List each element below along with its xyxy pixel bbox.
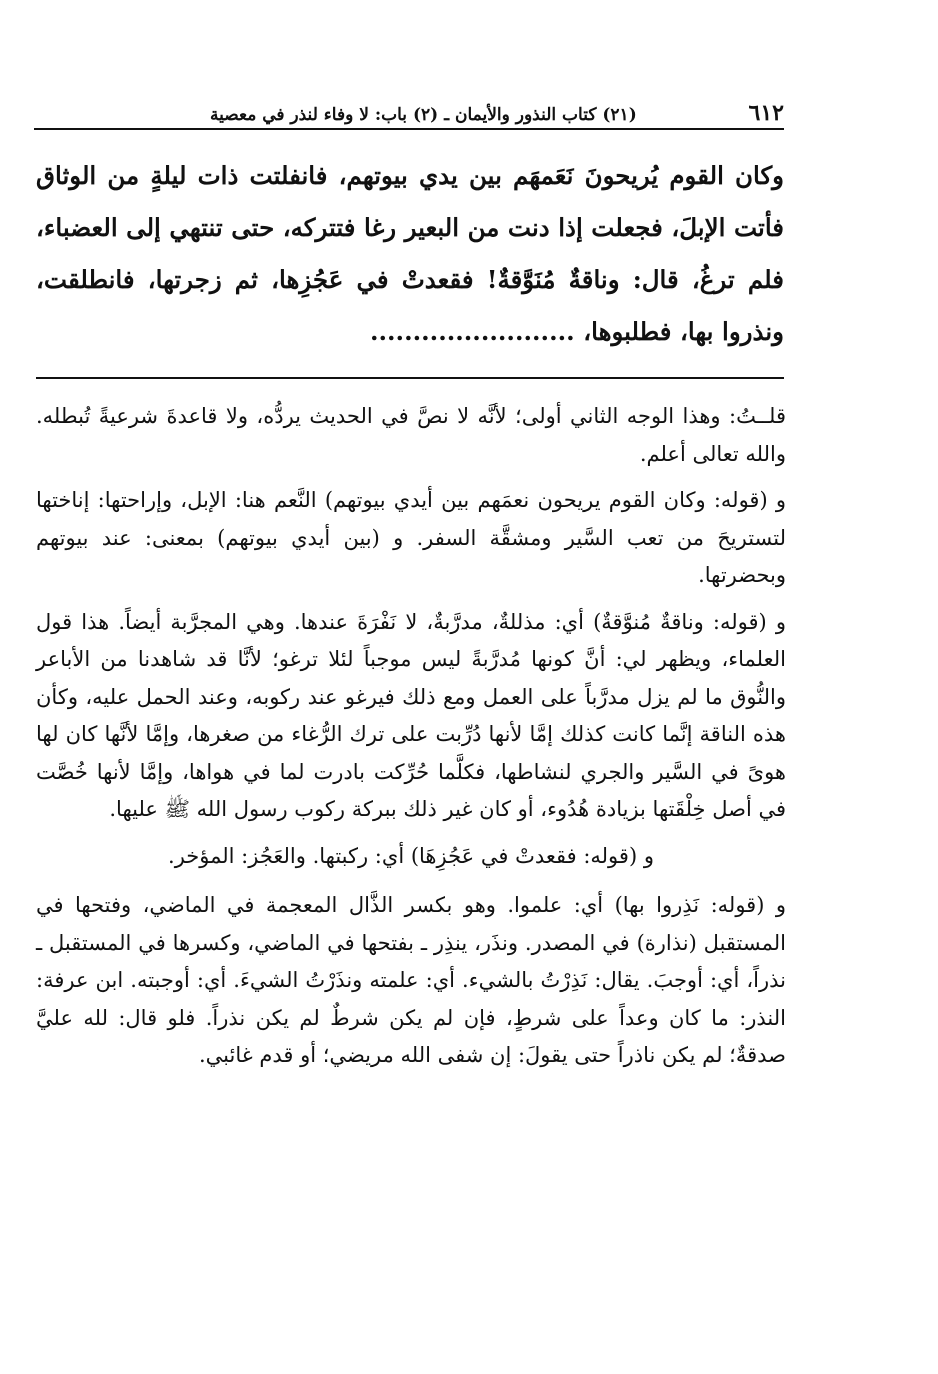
page-header	[34, 92, 784, 130]
running-title: (٢١) كتاب النذور والأيمان ـ (٢) باب: لا وفاء لنذر في معصية	[210, 105, 637, 125]
ellipsis: ........................	[369, 317, 575, 346]
commentary-paragraph: و (قوله: نَذِروا بها) أي: علموا. وهو بكسر الذَّال المعجمة في الماضي، وفتحها في المستقبل (نذارة) في المصدر. ونذَر، ينذِر ـ بفتحها في الماضي، وكسرها في المستقبل ـ نذراً، أي: أوجبَ. يقال: نَذِرْتُ بالشيء. أي: علمته ونذَرْتُ الشيءَ. أي: أوجبته. ابن عرفة: النذر: ما كان وعداً على شرطٍ، فإن لم يكن شرطٌ لم يكن نذراً. فلو قال: لله عليَّ صدقةٌ؛ لم يكن ناذراً حتى يقولَ: إن شفى الله مريضي؛ أو قدم غائبي.	[36, 893, 786, 1067]
commentary-paragraph: قلــتُ: وهذا الوجه الثاني أولى؛ لأنَّه لا نصَّ في الحديث يردُّه، ولا قاعدةَ شرعيةً تُبطله. والله تعالى أعلم.	[36, 404, 786, 466]
hadith-body: وكان القوم يُريحونَ نَعَمهَم بين يدي بيوتهم، فانفلتت ذات ليلةٍ من الوثاق فأتت الإبلَ، فجعلت إذا دنت من البعير رغا فتتركه، حتى تنتهي إلى العضباء، فلم ترغُ، قال: وناقةٌ مُنَوَّقةٌ! فقعدتْ في عَجُزِها، ثم زجرتها، فانطلقت، ونذروا بها، فطلبوها،	[36, 161, 784, 346]
commentary-paragraph: و (قوله: وكان القوم يريحون نعمَهم بين أيدي بيوتهم) النَّعم هنا: الإبل، وإراحتها: إناختها لتستريحَ من تعب السَّير ومشقَّة السفر. و (بين أيدي بيوتهم) بمعنى: عند بيوتهم وبحضرتها.	[36, 488, 786, 587]
commentary-section	[36, 398, 786, 1084]
commentary-paragraph: و (قوله: وناقةٌ مُنوَّقةٌ) أي: مذللةٌ، مدرَّبةٌ، لا نَفْرَةَ عندها. وهي المجرَّبة أيضاً. هذا قول العلماء، ويظهر لي: أنَّ كونها مُدرَّبةً ليس موجباً لئلا ترغو؛ لأنَّا قد شاهدنا من الأباعر والنُّوق ما لم يزل مدرَّباً على العمل ومع ذلك فيرغو عند ركوبه، وعند الحمل عليه، وكأن هذه الناقة إنَّما كانت كذلك إمَّا لأنها دُرِّبت على ترك الرُّغاء من صغرها، وإمَّا لأنَّها كان لها هوىً في السَّير والجري لنشاطها، فكلَّما حُرِّكت بادرت لما في هواها، وإمَّا لأنها خُصَّت في أصل خِلْقَتها بزيادة هُدُوء، أو كان غير ذلك ببركة ركوب رسول الله ﷺ عليها.	[36, 609, 786, 821]
hadith-text	[36, 150, 784, 358]
page-number: ٦١٢	[748, 100, 784, 126]
footnote-separator	[36, 377, 784, 379]
commentary-paragraph: و (قوله: فقعدتْ في عَجُزِهَا) أي: ركبتها. والعَجُز: المؤخر.	[168, 843, 654, 868]
